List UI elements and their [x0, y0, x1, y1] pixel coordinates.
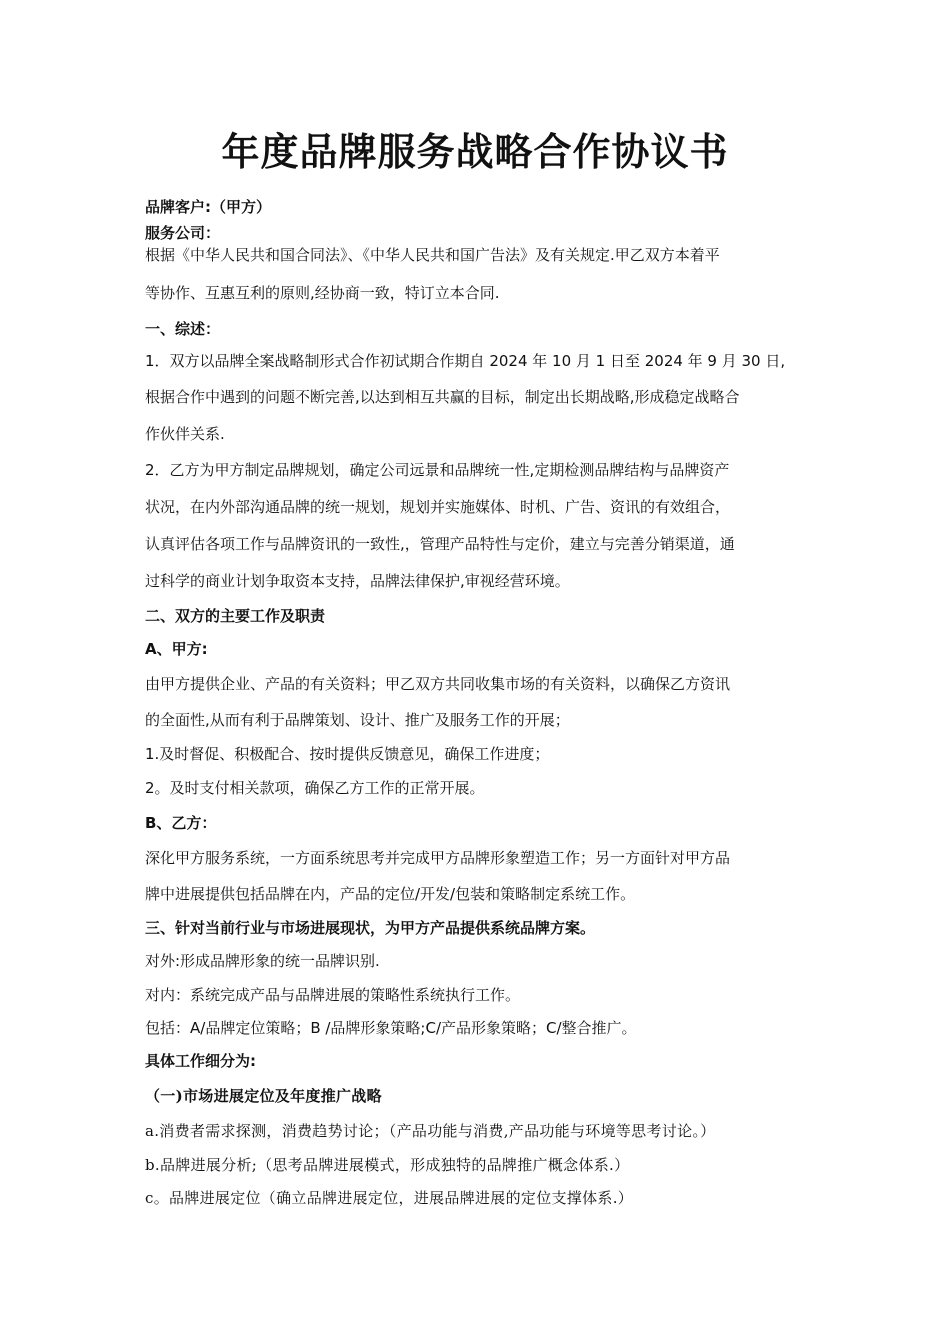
paragraph-line: 包括：A/品牌定位策略；B /品牌形象策略;C/产品形象策略；C/整合推广。 [145, 1019, 637, 1037]
paragraph-line: 作伙伴关系. [145, 425, 225, 443]
paragraph-line: 2。及时支付相关款项，确保乙方工作的正常开展。 [145, 779, 485, 797]
paragraph-line: 1.及时督促、积极配合、按时提供反馈意见，确保工作进度； [145, 745, 550, 763]
section-heading: 服务公司： [145, 224, 221, 242]
paragraph-line: 认真评估各项工作与品牌资讯的一致性,，管理产品特性与定价，建立与完善分销渠道，通 [145, 535, 735, 553]
paragraph-line: 由甲方提供企业、产品的有关资料；甲乙双方共同收集市场的有关资料，以确保乙方资讯 [145, 675, 731, 693]
section-heading: A、甲方: [145, 640, 208, 658]
paragraph-line: 对外:形成品牌形象的统一品牌识别. [145, 952, 380, 970]
paragraph-line: b.品牌进展分析;（思考品牌进展模式，形成独特的品牌推广概念体系.） [145, 1156, 630, 1174]
paragraph-line: 根据《中华人民共和国合同法》、《中华人民共和国广告法》及有关规定.甲乙双方本着平 [145, 246, 720, 264]
section-heading: 二、双方的主要工作及职责 [145, 607, 326, 625]
paragraph-line: 根据合作中遇到的问题不断完善,以达到相互共赢的目标，制定出长期战略,形成稳定战略合 [145, 388, 740, 406]
document-title: 年度品牌服务战略合作协议书 [221, 130, 729, 174]
section-heading: 一、综述： [145, 320, 221, 338]
section-heading: B、乙方： [145, 814, 217, 832]
section-heading: （一)市场进展定位及年度推广战略 [145, 1087, 382, 1105]
paragraph-line: 的全面性,从而有利于品牌策划、设计、推广及服务工作的开展； [145, 711, 570, 729]
section-heading: 品牌客户:（甲方） [145, 198, 271, 216]
paragraph-line: a.消费者需求探测，消费趋势讨论；（产品功能与消费,产品功能与环境等思考讨论。） [145, 1122, 716, 1140]
paragraph-line: 牌中进展提供包括品牌在内，产品的定位/开发/包装和策略制定系统工作。 [145, 885, 636, 903]
paragraph-line: 1．双方以品牌全案战略制形式合作初试期合作期自 2024 年 10 月 1 日至 2024 年 9 月 30 日, [145, 352, 786, 370]
paragraph-line: 状况，在内外部沟通品牌的统一规划，规划并实施媒体、时机、广告、资讯的有效组合， [145, 498, 731, 516]
paragraph-line: 2．乙方为甲方制定品牌规划，确定公司远景和品牌统一性,定期检测品牌结构与品牌资产 [145, 461, 730, 479]
paragraph-line: 对内：系统完成产品与品牌进展的策略性系统执行工作。 [145, 986, 521, 1004]
section-heading: 三、针对当前行业与市场进展现状，为甲方产品提供系统品牌方案。 [145, 919, 596, 937]
section-heading: 具体工作细分为: [145, 1052, 256, 1070]
paragraph-line: c。品牌进展定位（确立品牌进展定位，进展品牌进展的定位支撑体系.） [145, 1189, 634, 1207]
paragraph-line: 深化甲方服务系统，一方面系统思考并完成甲方品牌形象塑造工作；另一方面针对甲方品 [145, 849, 731, 867]
paragraph-line: 等协作、互惠互利的原则,经协商一致，特订立本合同. [145, 284, 500, 302]
paragraph-line: 过科学的商业计划争取资本支持，品牌法律保护,审视经营环境。 [145, 572, 570, 590]
